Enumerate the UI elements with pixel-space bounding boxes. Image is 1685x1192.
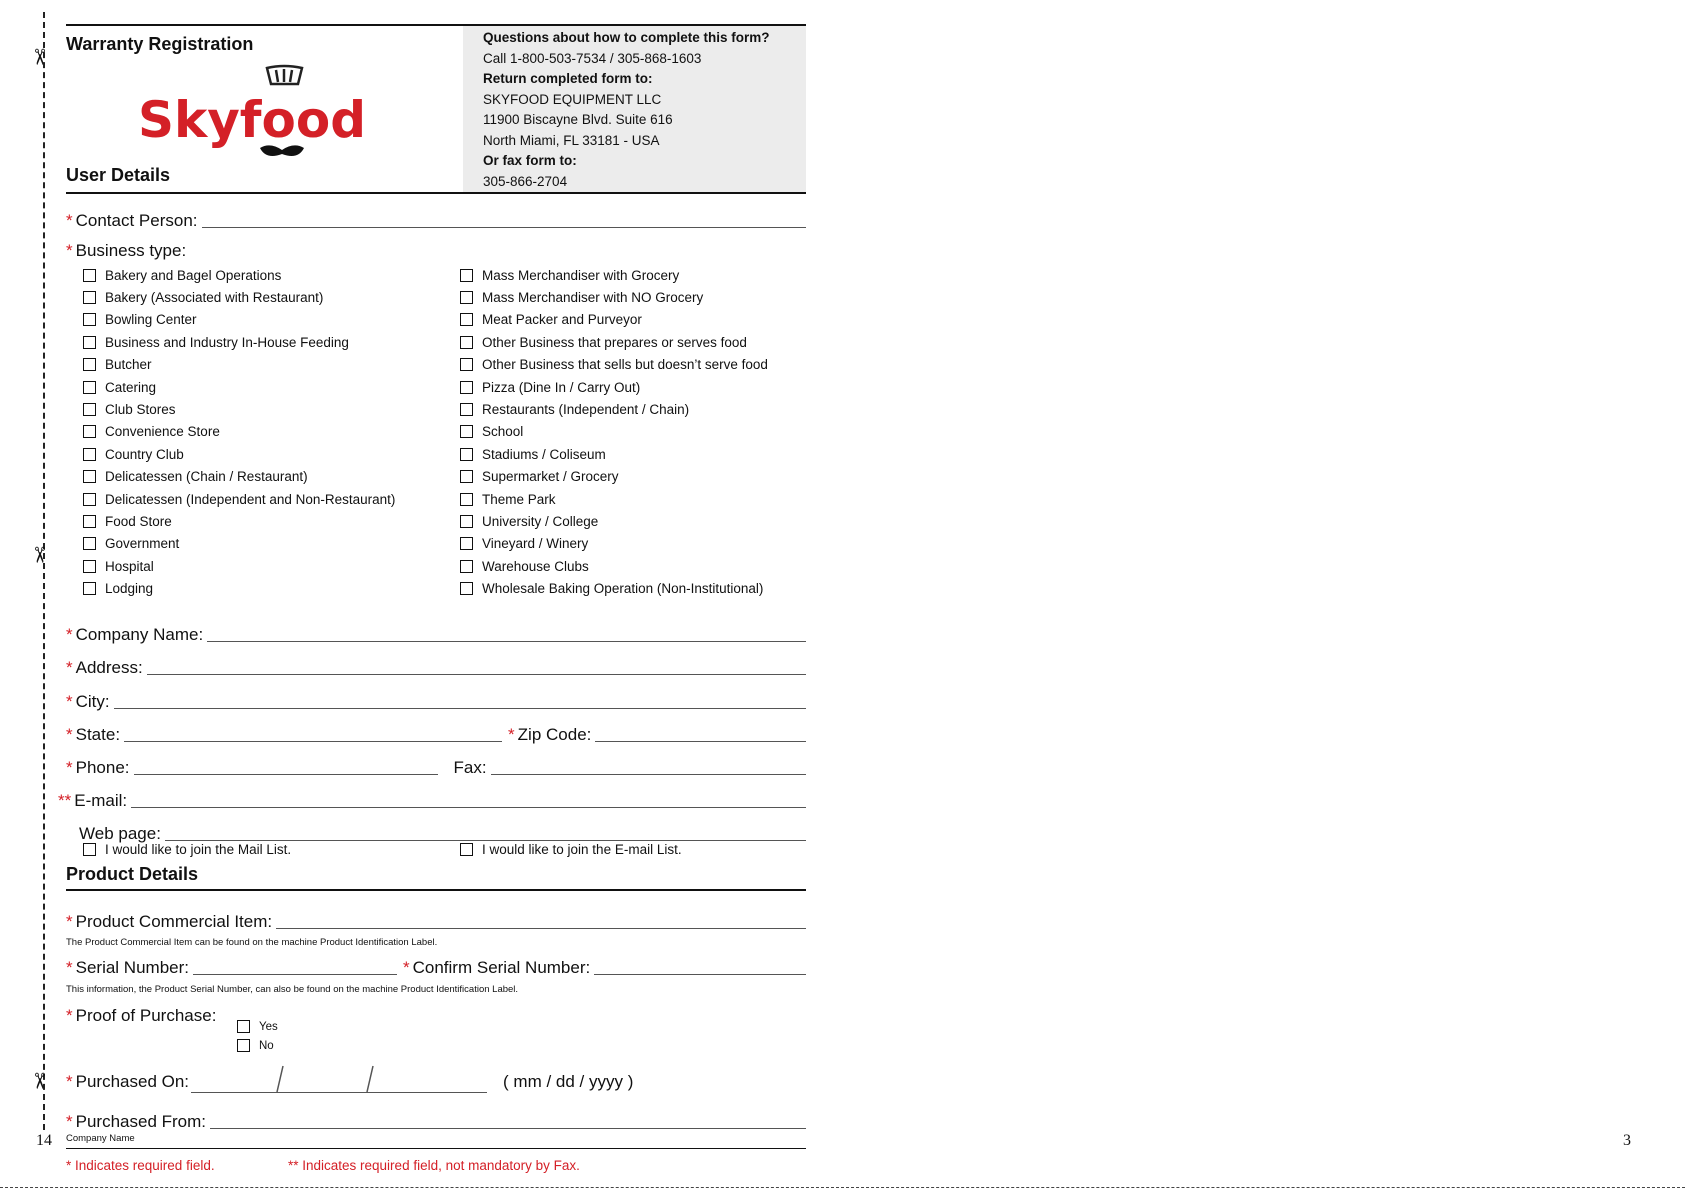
business-type-checkbox[interactable] (83, 381, 96, 394)
business-type-option[interactable] (83, 354, 395, 376)
serial-row (66, 952, 806, 978)
business-type-checkbox[interactable] (83, 358, 96, 371)
phone-label: Phone: (75, 758, 130, 777)
address-row (66, 652, 806, 678)
business-type-label: Delicatessen (Chain / Restaurant) (105, 469, 308, 485)
required-marker: * (508, 725, 515, 744)
business-type-label: Mass Merchandiser with Grocery (482, 267, 680, 283)
email-row (58, 785, 806, 811)
business-type-option[interactable] (460, 555, 768, 577)
required-marker: * (66, 758, 73, 777)
business-type-checkbox[interactable] (460, 358, 473, 371)
required-marker: * (66, 725, 73, 744)
user-details-heading: User Details (66, 165, 171, 185)
business-type-option[interactable] (460, 510, 768, 532)
business-type-option[interactable] (83, 488, 395, 510)
business-type-option[interactable] (83, 510, 395, 532)
phone-fax-row (66, 752, 806, 778)
business-type-checkbox[interactable] (460, 425, 473, 438)
address-label: Address: (75, 658, 143, 677)
business-type-label: Other Business that sells but doesn’t serve food (482, 357, 768, 373)
business-type-option[interactable] (83, 331, 395, 353)
business-type-option[interactable] (83, 286, 395, 308)
proof-yes-checkbox[interactable] (237, 1020, 250, 1033)
business-type-checkbox[interactable] (460, 515, 473, 528)
business-type-checkbox[interactable] (83, 515, 96, 528)
company-name-row (66, 619, 806, 645)
business-type-label: Mass Merchandiser with NO Grocery (482, 290, 704, 306)
required-marker: * (403, 958, 410, 977)
mail-list-label: I would like to join the Mail List. (105, 842, 292, 857)
business-type-option[interactable] (460, 398, 768, 420)
proof-yes-label: Yes (259, 1020, 278, 1033)
zip-input[interactable] (595, 740, 806, 742)
business-type-option[interactable] (83, 398, 395, 420)
product-item-label: Product Commercial Item: (75, 912, 273, 931)
brand-wordmark: Skyfood (137, 91, 367, 149)
email-input[interactable] (131, 806, 806, 808)
proof-of-purchase-label: Proof of Purchase: (75, 1006, 217, 1025)
business-type-checkbox[interactable] (83, 537, 96, 550)
business-type-label: Vineyard / Winery (482, 536, 589, 552)
business-type-option[interactable] (83, 376, 395, 398)
business-type-label: Club Stores (105, 402, 176, 418)
double-required-field-note: ** Indicates required field, not mandatory by Fax. (288, 1158, 580, 1173)
business-type-label: Country Club (105, 446, 184, 462)
business-type-label: Bowling Center (105, 312, 197, 328)
business-type-option[interactable] (460, 421, 768, 443)
required-marker: * (66, 1006, 73, 1025)
info-phone: Call 1-800-503-7534 / 305-868-1603 (483, 50, 702, 66)
business-type-checkbox[interactable] (460, 336, 473, 349)
purchased-from-input[interactable] (210, 1127, 806, 1129)
required-marker: * (66, 1072, 73, 1091)
business-type-checkbox[interactable] (460, 313, 473, 326)
contact-person-row (66, 205, 806, 231)
company-name-input[interactable] (207, 640, 806, 642)
business-type-label: Warehouse Clubs (482, 558, 589, 574)
required-marker: * (66, 1112, 73, 1131)
business-type-label: Government (105, 536, 180, 552)
business-type-label: Restaurants (Independent / Chain) (482, 402, 690, 418)
proof-no-label: No (259, 1039, 274, 1052)
purchased-on-row (66, 1066, 666, 1092)
business-type-option[interactable] (83, 264, 395, 286)
business-type-label: Food Store (105, 513, 172, 529)
business-type-label: University / College (482, 513, 599, 529)
email-list-label: I would like to join the E-mail List. (482, 842, 682, 857)
business-type-checkbox[interactable] (83, 425, 96, 438)
state-label: State: (75, 725, 121, 744)
business-type-option[interactable] (83, 555, 395, 577)
date-separators (191, 1062, 487, 1092)
purchased-on-label: Purchased On: (75, 1072, 190, 1091)
company-name-label: Company Name: (75, 625, 204, 644)
business-type-label: Business and Industry In-House Feeding (105, 334, 349, 350)
business-type-option[interactable] (460, 533, 768, 555)
business-type-label: Pizza (Dine In / Carry Out) (482, 379, 641, 395)
info-city: North Miami, FL 33181 - USA (483, 132, 660, 148)
required-marker: * (66, 958, 73, 977)
business-type-checkbox[interactable] (83, 448, 96, 461)
business-type-option[interactable] (460, 466, 768, 488)
business-type-checkbox[interactable] (83, 493, 96, 506)
business-type-checkbox[interactable] (460, 582, 473, 595)
info-company: SKYFOOD EQUIPMENT LLC (483, 91, 662, 107)
business-type-label: Hospital (105, 558, 154, 574)
business-type-option[interactable] (460, 577, 768, 599)
mail-list-option[interactable] (83, 842, 291, 857)
product-item-row (66, 906, 806, 932)
business-type-option[interactable] (83, 421, 395, 443)
footer-rule (66, 1148, 806, 1149)
business-type-checkbox[interactable] (460, 470, 473, 483)
business-type-option[interactable] (460, 264, 768, 286)
date-format-hint: ( mm / dd / yyyy ) (503, 1072, 634, 1091)
city-label: City: (75, 692, 110, 711)
page-number-right: 3 (1623, 1132, 1631, 1149)
business-type-label: School (482, 424, 524, 440)
business-type-option[interactable] (460, 309, 768, 331)
business-type-option[interactable] (83, 443, 395, 465)
business-type-option[interactable] (83, 466, 395, 488)
state-input[interactable] (124, 740, 502, 742)
business-type-label: Supermarket / Grocery (482, 469, 619, 485)
info-question: Questions about how to complete this form? (483, 30, 770, 45)
required-marker: * (66, 692, 73, 711)
business-type-option[interactable] (460, 443, 768, 465)
business-type-label: Delicatessen (Independent and Non-Restaurant) (105, 491, 396, 507)
business-type-label: Business type: (75, 241, 187, 260)
purchased-from-row (66, 1106, 806, 1132)
business-type-option[interactable] (460, 286, 768, 308)
required-marker: * (66, 625, 73, 644)
required-field-note: * Indicates required field. (66, 1158, 215, 1173)
business-type-checkbox[interactable] (83, 313, 96, 326)
business-type-label: Butcher (105, 357, 152, 373)
business-type-option[interactable] (83, 533, 395, 555)
proof-no-checkbox[interactable] (237, 1039, 250, 1052)
address-input[interactable] (147, 673, 806, 675)
confirm-serial-input[interactable] (594, 973, 806, 975)
proof-no-option[interactable] (237, 1039, 274, 1052)
web-page-row (79, 818, 806, 844)
web-page-label: Web page: (79, 824, 161, 843)
business-type-label: Stadiums / Coliseum (482, 446, 606, 462)
city-input[interactable] (114, 707, 806, 709)
serial-note: This information, the Product Serial Number, can also be found on the machine Product Identification Label. (66, 984, 519, 995)
city-row (66, 686, 806, 712)
business-type-checkbox[interactable] (83, 560, 96, 573)
business-type-label: Other Business that prepares or serves food (482, 334, 747, 350)
info-fax: 305-866-2704 (483, 173, 568, 189)
business-type-checkbox[interactable] (83, 291, 96, 304)
chef-hat-icon (267, 66, 302, 84)
business-type-checkbox[interactable] (460, 269, 473, 282)
email-list-checkbox[interactable] (460, 843, 473, 856)
business-type-row (66, 235, 806, 261)
business-type-label: Wholesale Baking Operation (Non-Institutional) (482, 581, 764, 597)
fax-label: Fax: (453, 758, 487, 777)
business-type-label: Convenience Store (105, 424, 220, 440)
section-rule (66, 889, 806, 891)
business-type-option[interactable] (83, 577, 395, 599)
confirm-serial-label: Confirm Serial Number: (412, 958, 591, 977)
business-type-label: Lodging (105, 581, 154, 597)
proof-of-purchase-row (66, 1000, 216, 1026)
help-info-box (463, 26, 806, 194)
business-type-label: Bakery and Bagel Operations (105, 267, 282, 283)
business-type-checkbox[interactable] (460, 291, 473, 304)
mail-list-checkbox[interactable] (83, 843, 96, 856)
zip-label: Zip Code: (517, 725, 592, 744)
business-type-label: Meat Packer and Purveyor (482, 312, 642, 328)
proof-yes-option[interactable] (237, 1020, 278, 1033)
email-list-option[interactable] (460, 842, 682, 857)
business-type-checkbox[interactable] (460, 560, 473, 573)
business-type-checkbox[interactable] (83, 403, 96, 416)
contact-person-input[interactable] (202, 226, 806, 228)
product-details-heading: Product Details (66, 864, 199, 884)
web-page-input[interactable] (165, 839, 806, 841)
skyfood-logo (137, 62, 367, 172)
scissors-icon: ✂ (27, 47, 53, 67)
business-type-option[interactable] (460, 488, 768, 510)
business-type-checkbox[interactable] (460, 381, 473, 394)
required-marker: * (66, 912, 73, 931)
scissors-icon: ✂ (27, 545, 53, 565)
section-rule (66, 192, 806, 194)
business-type-checkbox[interactable] (83, 582, 96, 595)
double-required-marker: ** (58, 791, 72, 810)
fax-input[interactable] (491, 773, 806, 775)
business-type-list-left (83, 264, 395, 600)
contact-person-label: Contact Person: (75, 211, 198, 230)
product-item-input[interactable] (276, 927, 806, 929)
email-label: E-mail: (74, 791, 128, 810)
business-type-checkbox[interactable] (460, 448, 473, 461)
business-type-option[interactable] (460, 354, 768, 376)
form-title: Warranty Registration (66, 34, 254, 54)
business-type-option[interactable] (83, 309, 395, 331)
phone-input[interactable] (134, 773, 438, 775)
business-type-list-right (460, 264, 768, 600)
business-type-label: Bakery (Associated with Restaurant) (105, 290, 324, 306)
business-type-checkbox[interactable] (460, 537, 473, 550)
required-marker: * (66, 211, 73, 230)
business-type-label: Catering (105, 379, 157, 395)
serial-input[interactable] (193, 973, 397, 975)
cut-guide-line (43, 12, 45, 1130)
page-number-left: 14 (36, 1132, 52, 1149)
bottom-cut-line (0, 1187, 1685, 1188)
business-type-checkbox[interactable] (83, 269, 96, 282)
state-zip-row (66, 719, 806, 745)
purchase-date-input[interactable] (191, 1066, 487, 1093)
business-type-checkbox[interactable] (460, 403, 473, 416)
scissors-icon: ✂ (27, 1071, 53, 1091)
business-type-option[interactable] (460, 331, 768, 353)
serial-label: Serial Number: (75, 958, 189, 977)
business-type-checkbox[interactable] (460, 493, 473, 506)
purchased-from-label: Purchased From: (75, 1112, 207, 1131)
business-type-checkbox[interactable] (83, 470, 96, 483)
business-type-option[interactable] (460, 376, 768, 398)
business-type-label: Theme Park (482, 491, 556, 507)
required-marker: * (66, 241, 73, 260)
info-fax-label: Or fax form to: (483, 153, 577, 168)
company-name-caption: Company Name (66, 1133, 135, 1144)
info-return-label: Return completed form to: (483, 71, 653, 86)
info-street: 11900 Biscayne Blvd. Suite 616 (483, 112, 673, 127)
required-marker: * (66, 658, 73, 677)
product-item-note: The Product Commercial Item can be found on the machine Product Identification Label. (66, 937, 438, 948)
business-type-checkbox[interactable] (83, 336, 96, 349)
